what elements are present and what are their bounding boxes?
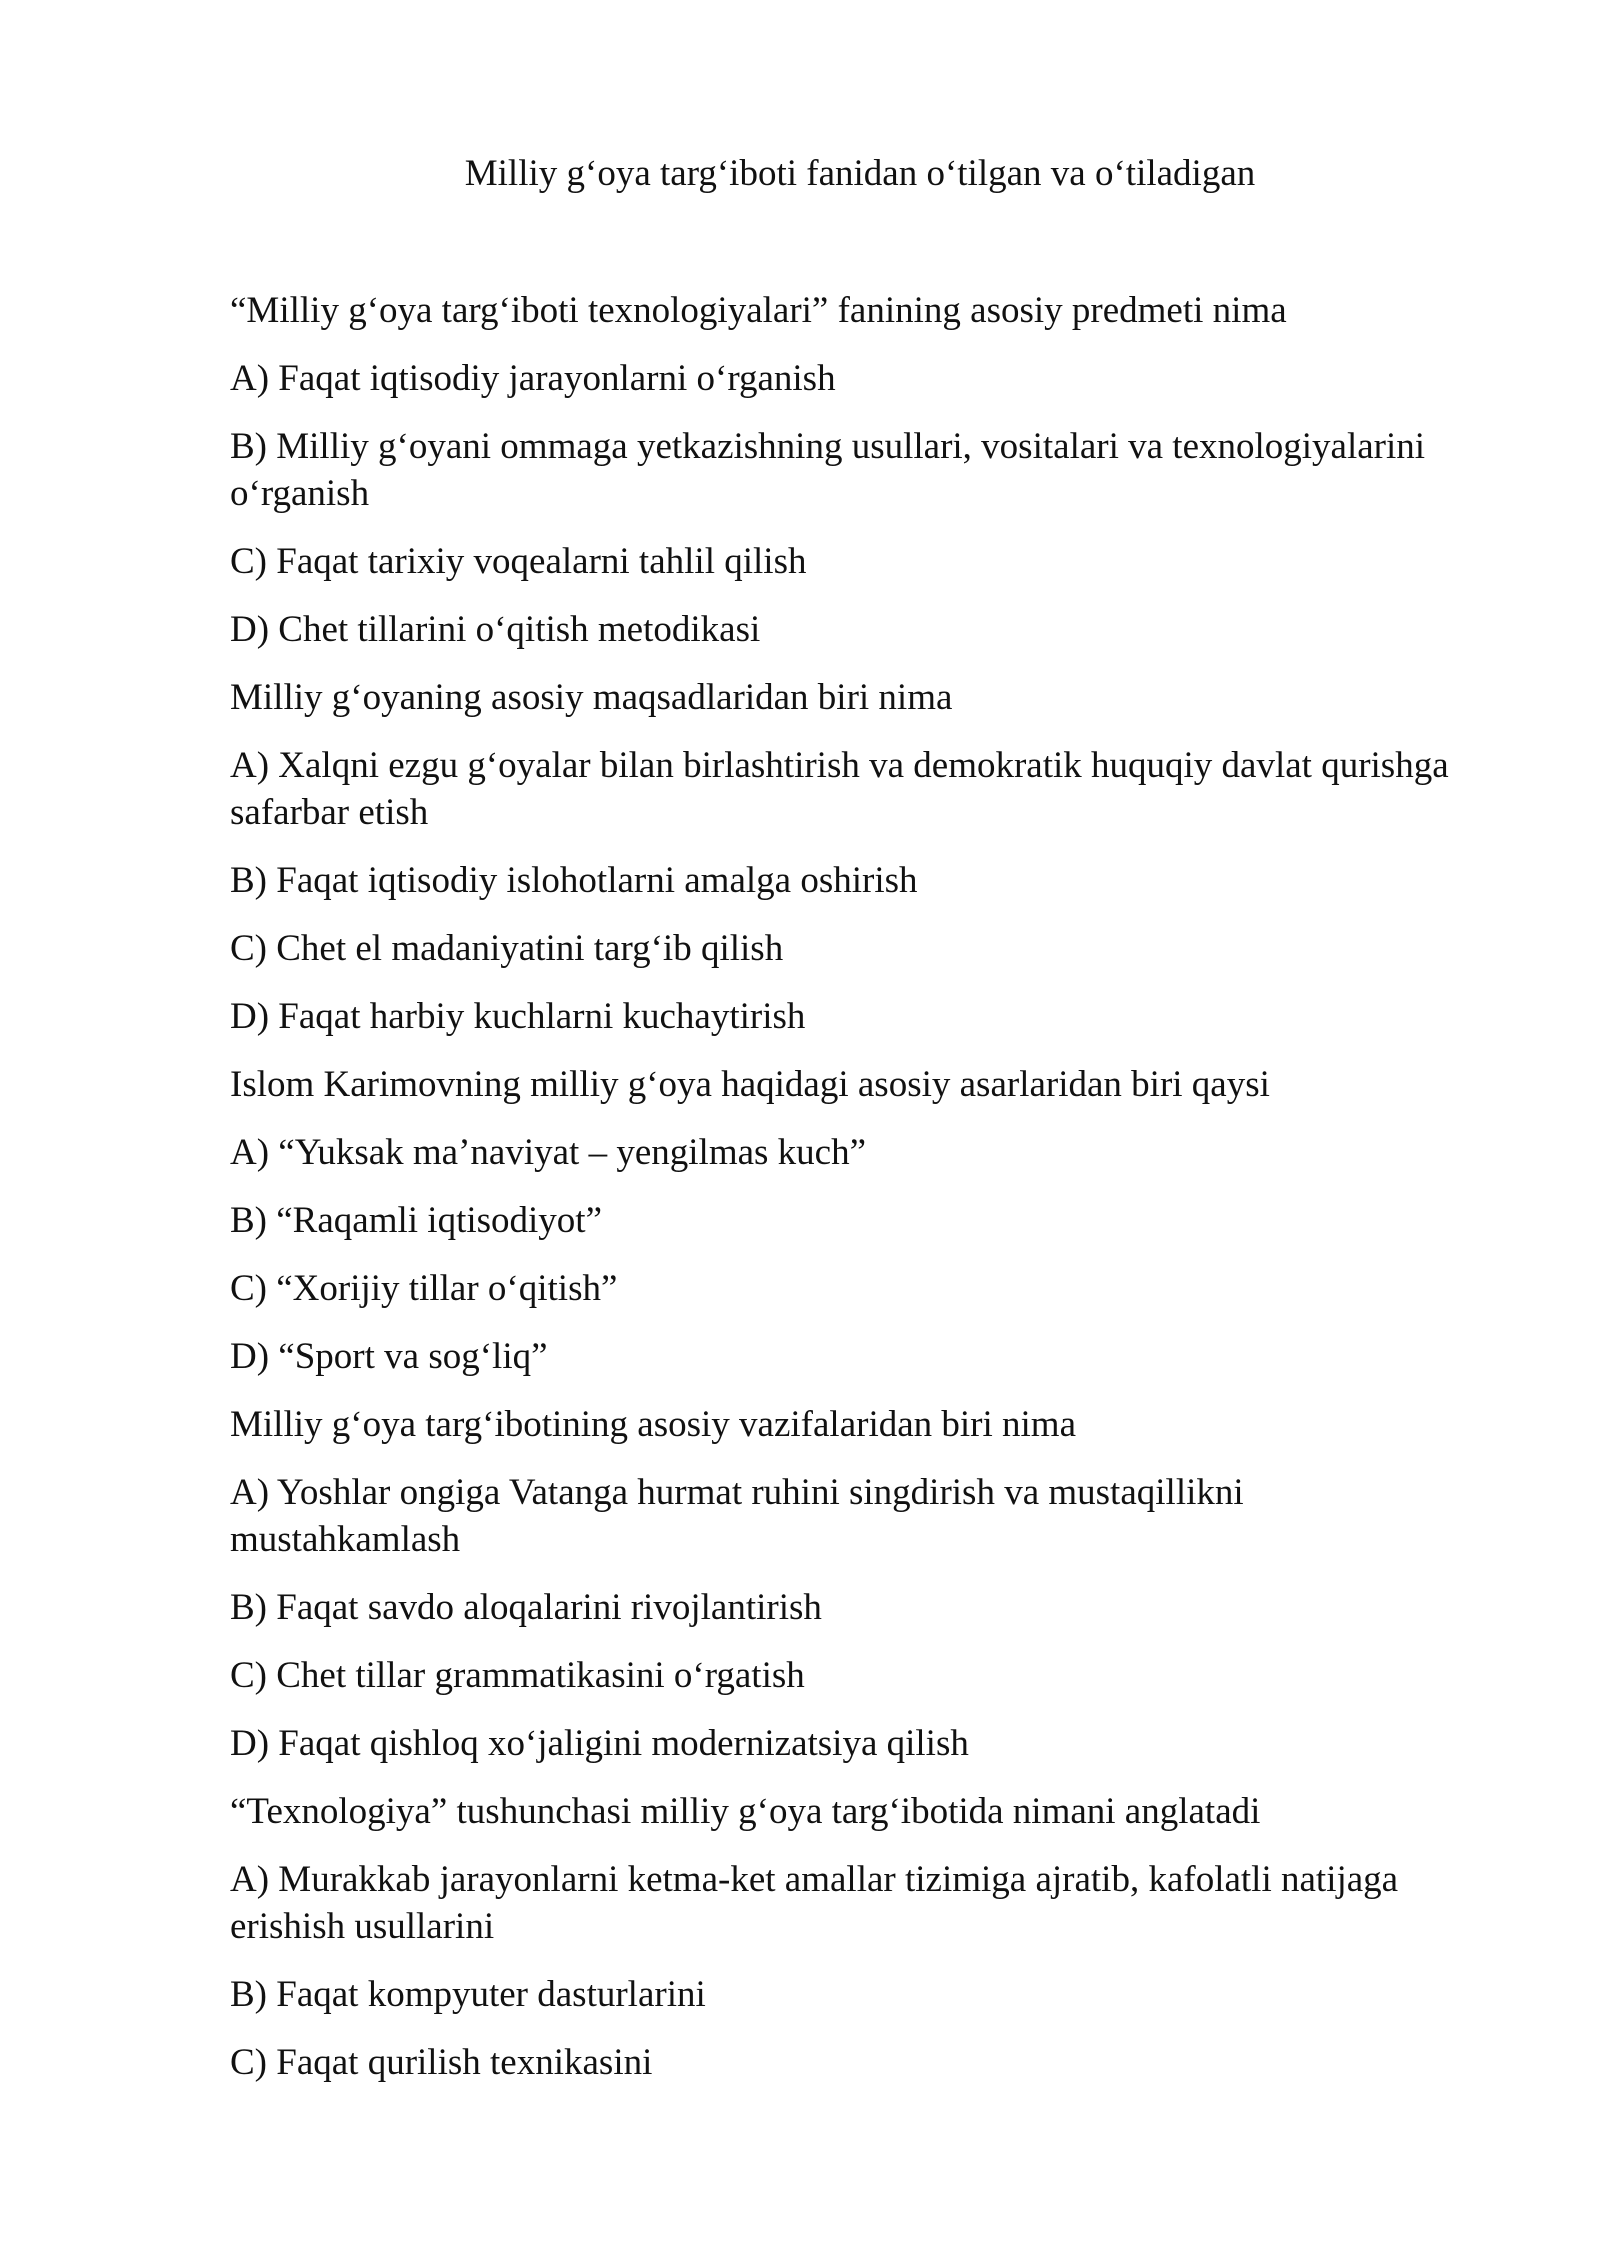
answer-option: B) Faqat iqtisodiy islohotlarni amalga oshirish bbox=[230, 860, 918, 901]
answer-option: D) “Sport va sog‘liq” bbox=[230, 1336, 548, 1377]
answer-option: C) Faqat qurilish texnikasini bbox=[230, 2042, 653, 2083]
answer-option: B) Milliy g‘oyani ommaga yetkazishning usullari, vositalari va texnologiyalarini o‘rganish bbox=[230, 426, 1426, 514]
answer-option: D) Faqat harbiy kuchlarni kuchaytirish bbox=[230, 996, 806, 1037]
answer-option: D) Chet tillarini o‘qitish metodikasi bbox=[230, 609, 761, 650]
answer-option: D) Faqat qishloq xo‘jaligini modernizatsiya qilish bbox=[230, 1723, 969, 1764]
question-text: Milliy g‘oyaning asosiy maqsadlaridan biri nima bbox=[230, 677, 953, 718]
answer-option: B) Faqat savdo aloqalarini rivojlantirish bbox=[230, 1587, 822, 1628]
document-body bbox=[230, 287, 1480, 2107]
answer-option: C) “Xorijiy tillar o‘qitish” bbox=[230, 1268, 618, 1309]
answer-option: A) Yoshlar ongiga Vatanga hurmat ruhini singdirish va mustaqillikni mustahkamlash bbox=[230, 1472, 1244, 1560]
answer-option: B) “Raqamli iqtisodiyot” bbox=[230, 1200, 603, 1241]
answer-option: C) Faqat tarixiy voqealarni tahlil qilish bbox=[230, 541, 807, 582]
question-text: “Milliy g‘oya targ‘iboti texnologiyalari” fanining asosiy predmeti nima bbox=[230, 290, 1287, 331]
answer-option: A) “Yuksak ma’naviyat – yengilmas kuch” bbox=[230, 1132, 867, 1173]
answer-option: B) Faqat kompyuter dasturlarini bbox=[230, 1974, 706, 2015]
document-title: Milliy g‘oya targ‘iboti fanidan o‘tilgan va o‘tiladigan bbox=[464, 153, 1256, 194]
answer-option: A) Murakkab jarayonlarni ketma-ket amallar tizimiga ajratib, kafolatli natijaga erishish usullarini bbox=[230, 1859, 1399, 1947]
question-text: “Texnologiya” tushunchasi milliy g‘oya targ‘ibotida nimani anglatadi bbox=[230, 1791, 1261, 1832]
answer-option: A) Faqat iqtisodiy jarayonlarni o‘rganish bbox=[230, 358, 836, 399]
answer-option: C) Chet el madaniyatini targ‘ib qilish bbox=[230, 928, 784, 969]
question-text: Islom Karimovning milliy g‘oya haqidagi asosiy asarlaridan biri qaysi bbox=[230, 1064, 1270, 1105]
answer-option: A) Xalqni ezgu g‘oyalar bilan birlashtirish va demokratik huquqiy davlat qurishga safarbar etish bbox=[230, 745, 1449, 833]
answer-option: C) Chet tillar grammatikasini o‘rgatish bbox=[230, 1655, 805, 1696]
question-text: Milliy g‘oya targ‘ibotining asosiy vazifalaridan biri nima bbox=[230, 1404, 1077, 1445]
